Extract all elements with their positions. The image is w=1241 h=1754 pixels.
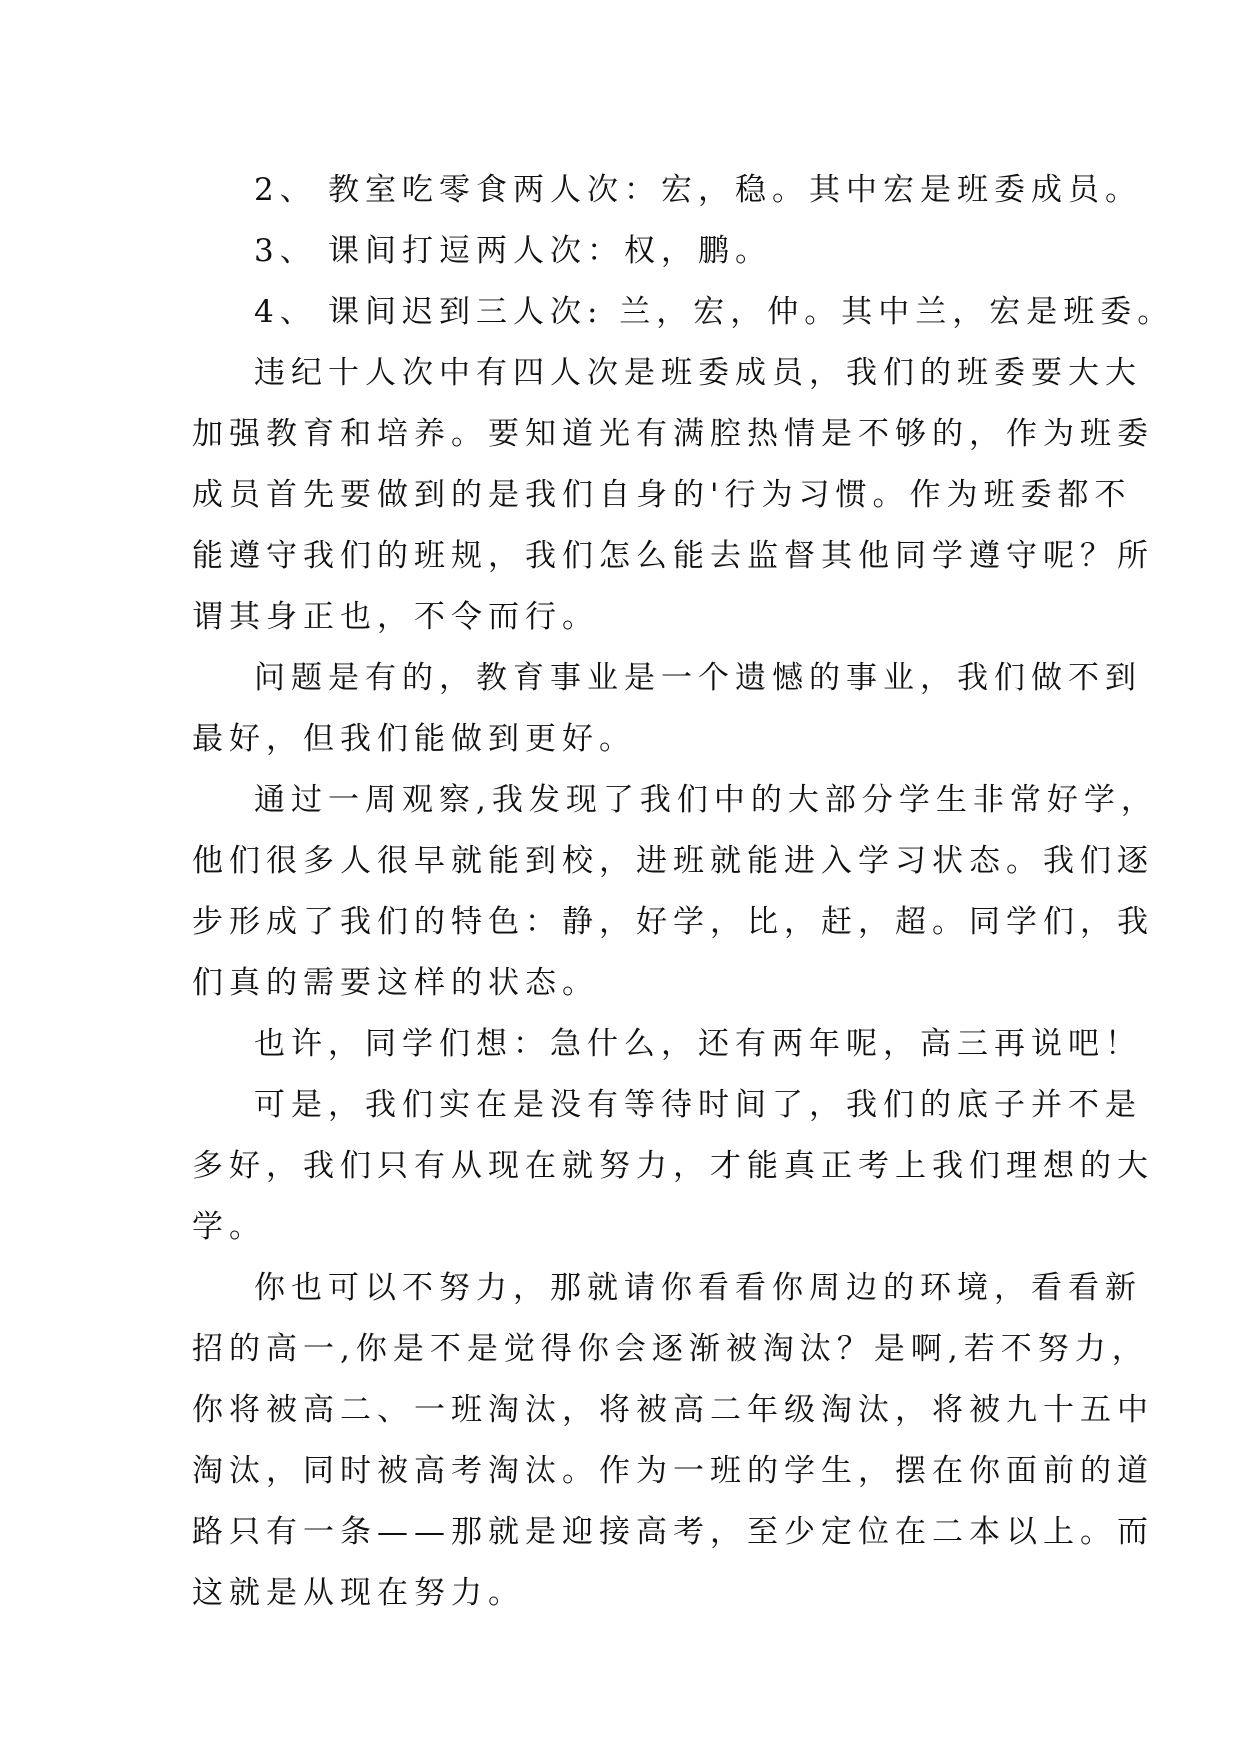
list-number: 3、	[254, 233, 317, 269]
text-line: 问题是有的，教育事业是一个遗憾的事业，我们做不到	[254, 660, 1142, 696]
paragraph-observation	[192, 770, 1158, 1014]
text-line: 加强教育和培养。要知道光有满腔热情是不够的，作为班委	[192, 416, 1154, 452]
paragraph-problems	[192, 648, 1142, 770]
text-line: 违纪十人次中有四人次是班委成员，我们的班委要大大	[254, 355, 1142, 391]
list-number: 4、	[254, 294, 317, 330]
text-line: 学。	[192, 1209, 266, 1245]
text-line: 招的高一,你是不是觉得你会逐渐被淘汰？是啊,若不努力，	[192, 1331, 1149, 1367]
list-text: 课间迟到三人次: 兰，宏，仲。其中兰，宏是班委。	[328, 294, 1175, 330]
list-item-4	[192, 282, 1175, 343]
text-line: 淘汰，同时被高考淘汰。作为一班的学生，摆在你面前的道	[192, 1453, 1154, 1489]
text-line: 步形成了我们的特色：静，好学，比，赶，超。同学们，我	[192, 904, 1154, 940]
text-line: 能遵守我们的班规，我们怎么能去监督其他同学遵守呢？所	[192, 538, 1154, 574]
list-item-3	[192, 221, 1062, 282]
text-line: 路只有一条——那就是迎接高考，至少定位在二本以上。而	[192, 1514, 1154, 1550]
text-line: 也许，同学们想：急什么，还有两年呢，高三再说吧！	[254, 1026, 1142, 1062]
text-line: 他们很多人很早就能到校，进班就能进入学习状态。我们逐	[192, 843, 1154, 879]
text-line: 这就是从现在努力。	[192, 1575, 525, 1611]
paragraph-class-committee	[192, 343, 1154, 648]
paragraph-perhaps	[192, 1014, 1142, 1075]
paragraph-effort	[192, 1258, 1154, 1624]
list-item-2	[192, 160, 1142, 221]
list-text: 教室吃零食两人次：宏，稳。其中宏是班委成员。	[328, 172, 1142, 208]
list-number: 2、	[254, 172, 317, 208]
text-line: 你也可以不努力，那就请你看看你周边的环境，看看新	[254, 1270, 1142, 1306]
document-body	[192, 160, 1175, 1624]
text-line: 们真的需要这样的状态。	[192, 965, 599, 1001]
text-line: 成员首先要做到的是我们自身的'行为习惯。作为班委都不	[192, 477, 1132, 513]
text-line: 多好，我们只有从现在就努力，才能真正考上我们理想的大	[192, 1148, 1154, 1184]
text-line: 通过一周观察,我发现了我们中的大部分学生非常好学，	[254, 782, 1158, 818]
text-line: 你将被高二、一班淘汰，将被高二年级淘汰，将被九十五中	[192, 1392, 1154, 1428]
text-line: 谓其身正也，不令而行。	[192, 599, 599, 635]
paragraph-no-time	[192, 1075, 1154, 1258]
text-line: 最好，但我们能做到更好。	[192, 721, 636, 757]
text-line: 可是，我们实在是没有等待时间了，我们的底子并不是	[254, 1087, 1142, 1123]
list-text: 课间打逗两人次：权，鹏。	[328, 233, 772, 269]
